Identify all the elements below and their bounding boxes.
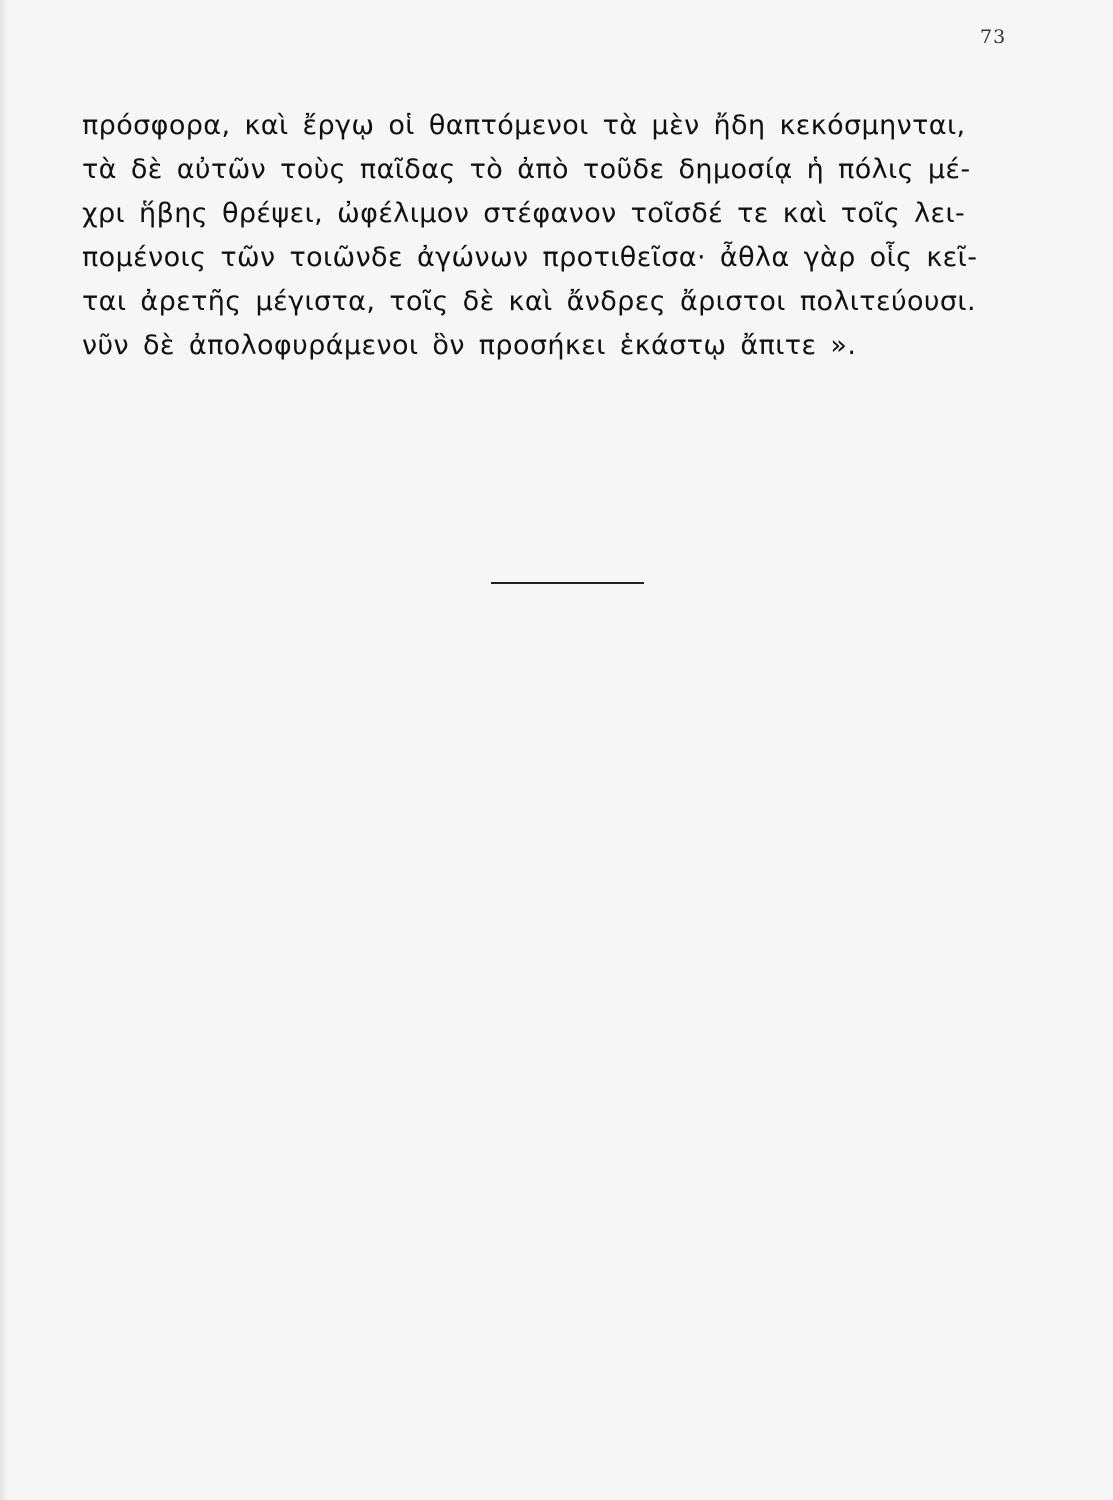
body-text	[82, 104, 1032, 368]
page-binding-edge	[0, 0, 8, 1500]
text-line: χρι ἥβης θρέψει, ὠφέλιμον στέφανον τοῖσδέ τε καὶ τοῖς λει-	[82, 198, 966, 229]
text-line: νῦν δὲ ἀπολοφυράμενοι ὃν προσήκει ἑκάστῳ ἄπιτε ».	[82, 330, 857, 361]
text-line: πομένοις τῶν τοιῶνδε ἀγώνων προτιθεῖσα· ἆθλα γὰρ οἷς κεῖ-	[82, 242, 978, 273]
text-line: τὰ δὲ αὐτῶν τοὺς παῖδας τὸ ἀπὸ τοῦδε δημοσίᾳ ἡ πόλις μέ-	[82, 154, 971, 185]
text-line: ται ἀρετῆς μέγιστα, τοῖς δὲ καὶ ἄνδρες ἄριστοι πολιτεύουσι.	[82, 286, 976, 317]
section-separator-rule	[491, 582, 644, 584]
text-line: πρόσφορα, καὶ ἔργῳ οἱ θαπτόμενοι τὰ μὲν ἤδη κεκόσμηνται,	[82, 110, 966, 141]
page-number: 73	[980, 26, 1007, 48]
